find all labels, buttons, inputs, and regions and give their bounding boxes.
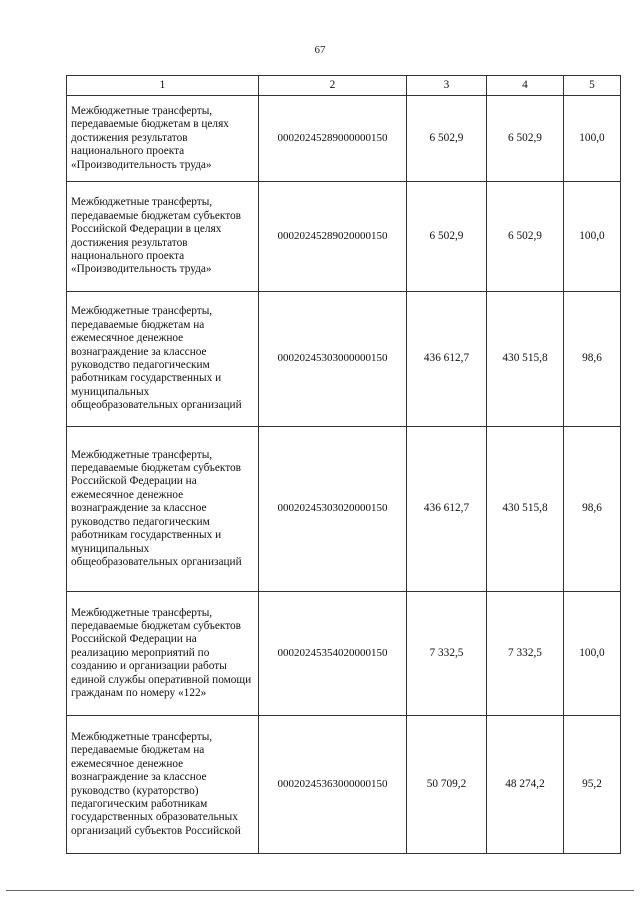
row-value-5: 98,6 (564, 292, 621, 427)
row-code: 00020245303020000150 (259, 427, 407, 592)
table-row (67, 716, 621, 854)
row-value-5: 100,0 (564, 96, 621, 182)
row-name: Межбюджетные трансферты, передаваемые бюджетам в целях достижения результатов национального проекта «Производительность труда» (67, 96, 259, 182)
row-code: 00020245363000000150 (259, 716, 407, 854)
row-code: 00020245303000000150 (259, 292, 407, 427)
table-row (67, 592, 621, 716)
row-name: Межбюджетные трансферты, передаваемые бюджетам на ежемесячное денежное вознаграждение за классное руководство (кураторство) педагогическим работникам государственных образовательных организаций субъектов Российской (67, 716, 259, 854)
column-header-4: 4 (487, 76, 564, 96)
row-value-3: 7 332,5 (407, 592, 487, 716)
table-row (67, 427, 621, 592)
row-value-4: 430 515,8 (487, 292, 564, 427)
row-code: 00020245289020000150 (259, 182, 407, 292)
row-value-4: 6 502,9 (487, 96, 564, 182)
row-value-3: 50 709,2 (407, 716, 487, 854)
row-name: Межбюджетные трансферты, передаваемые бюджетам на ежемесячное денежное вознаграждение за классное руководство педагогическим работникам государственных и муниципальных общеобразовательных организаций (67, 292, 259, 427)
row-value-4: 48 274,2 (487, 716, 564, 854)
row-value-5: 98,6 (564, 427, 621, 592)
row-value-5: 100,0 (564, 592, 621, 716)
row-value-5: 95,2 (564, 716, 621, 854)
table-row (67, 292, 621, 427)
row-name: Межбюджетные трансферты, передаваемые бюджетам субъектов Российской Федерации в целях достижения результатов национального проекта «Производительность труда» (67, 182, 259, 292)
column-header-3: 3 (407, 76, 487, 96)
table-header-row (67, 76, 621, 96)
row-value-3: 6 502,9 (407, 96, 487, 182)
row-code: 00020245354020000150 (259, 592, 407, 716)
row-value-3: 436 612,7 (407, 427, 487, 592)
row-value-3: 436 612,7 (407, 292, 487, 427)
table-row (67, 182, 621, 292)
table-row (67, 96, 621, 182)
budget-table (66, 75, 621, 854)
row-value-3: 6 502,9 (407, 182, 487, 292)
column-header-5: 5 (564, 76, 621, 96)
row-value-5: 100,0 (564, 182, 621, 292)
row-value-4: 6 502,9 (487, 182, 564, 292)
row-value-4: 7 332,5 (487, 592, 564, 716)
column-header-1: 1 (67, 76, 259, 96)
row-value-4: 430 515,8 (487, 427, 564, 592)
page-number: 67 (314, 44, 326, 56)
row-name: Межбюджетные трансферты, передаваемые бюджетам субъектов Российской Федерации на реализацию мероприятий по созданию и организации работы единой службы оперативной помощи гражданам по номеру «122» (67, 592, 259, 716)
row-code: 00020245289000000150 (259, 96, 407, 182)
footer-divider (6, 890, 634, 891)
column-header-2: 2 (259, 76, 407, 96)
row-name: Межбюджетные трансферты, передаваемые бюджетам субъектов Российской Федерации на ежемесячное денежное вознаграждение за классное руководство педагогическим работникам государственных и муниципальных общеобразовательных организаций (67, 427, 259, 592)
